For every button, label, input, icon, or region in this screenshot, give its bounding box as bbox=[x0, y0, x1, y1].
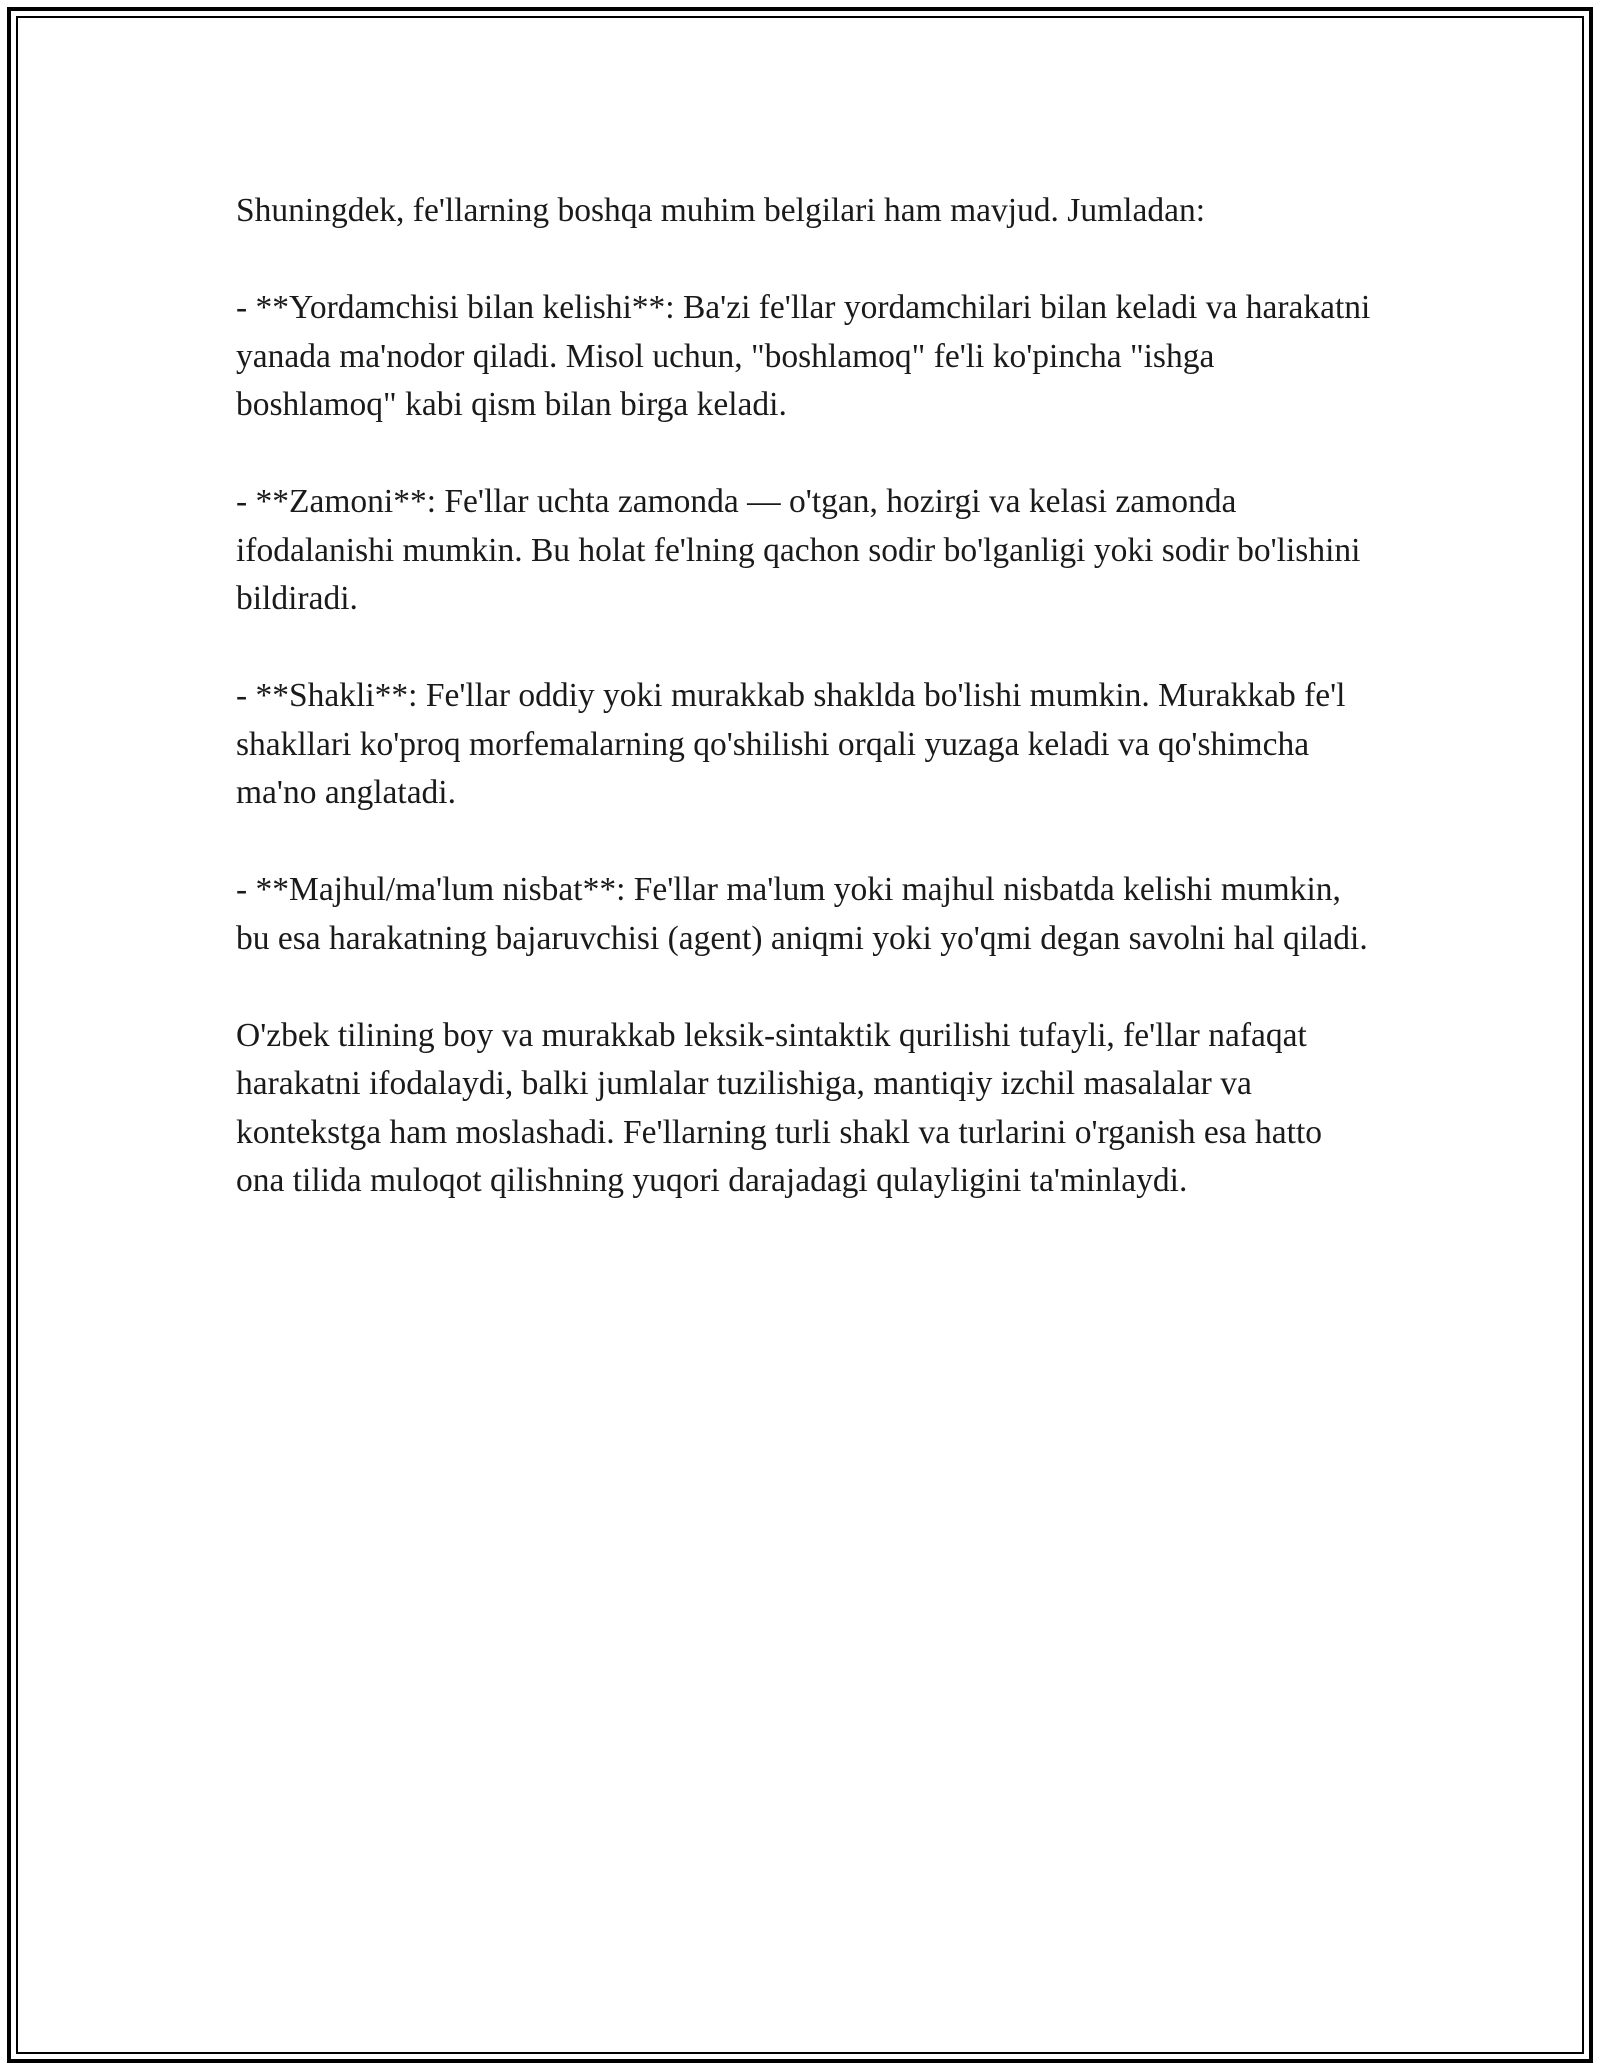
document-body bbox=[236, 187, 1376, 1254]
list-item-yordamchisi: - **Yordamchisi bilan kelishi**: Ba'zi fe'llar yordamchilari bilan keladi va harakatni yanada ma'nodor qiladi. Misol uchun, "boshlamoq" fe'li ko'pincha "ishga boshlamoq" kabi qism bilan birga keladi. bbox=[236, 289, 1371, 423]
list-item-shakli: - **Shakli**: Fe'llar oddiy yoki murakkab shaklda bo'lishi mumkin. Murakkab fe'l shakllari ko'proq morfemalarning qo'shilishi orqali yuzaga keladi va qo'shimcha ma'no anglatadi. bbox=[236, 677, 1346, 811]
list-item-zamoni: - **Zamoni**: Fe'llar uchta zamonda — o'tgan, hozirgi va kelasi zamonda ifodalanishi mumkin. Bu holat fe'lning qachon sodir bo'lganligi yoki sodir bo'lishini bildiradi. bbox=[236, 483, 1361, 617]
intro-paragraph: Shuningdek, fe'llarning boshqa muhim belgilari ham mavjud. Jumladan: bbox=[236, 192, 1205, 229]
list-item-nisbat: - **Majhul/ma'lum nisbat**: Fe'llar ma'lum yoki majhul nisbatda kelishi mumkin, bu esa harakatning bajaruvchisi (agent) aniqmi yoki yo'qmi degan savolni hal qiladi. bbox=[236, 871, 1368, 957]
conclusion-paragraph: O'zbek tilining boy va murakkab leksik-sintaktik qurilishi tufayli, fe'llar nafaqat harakatni ifodalaydi, balki jumlalar tuzilishiga, mantiqiy izchil masalalar va kontekstga ham moslashadi. Fe'llarning turli shakl va turlarini o'rganish esa hatto ona tilida muloqot qilishning yuqori darajadagi qulayligini ta'minlaydi. bbox=[236, 1016, 1323, 1199]
